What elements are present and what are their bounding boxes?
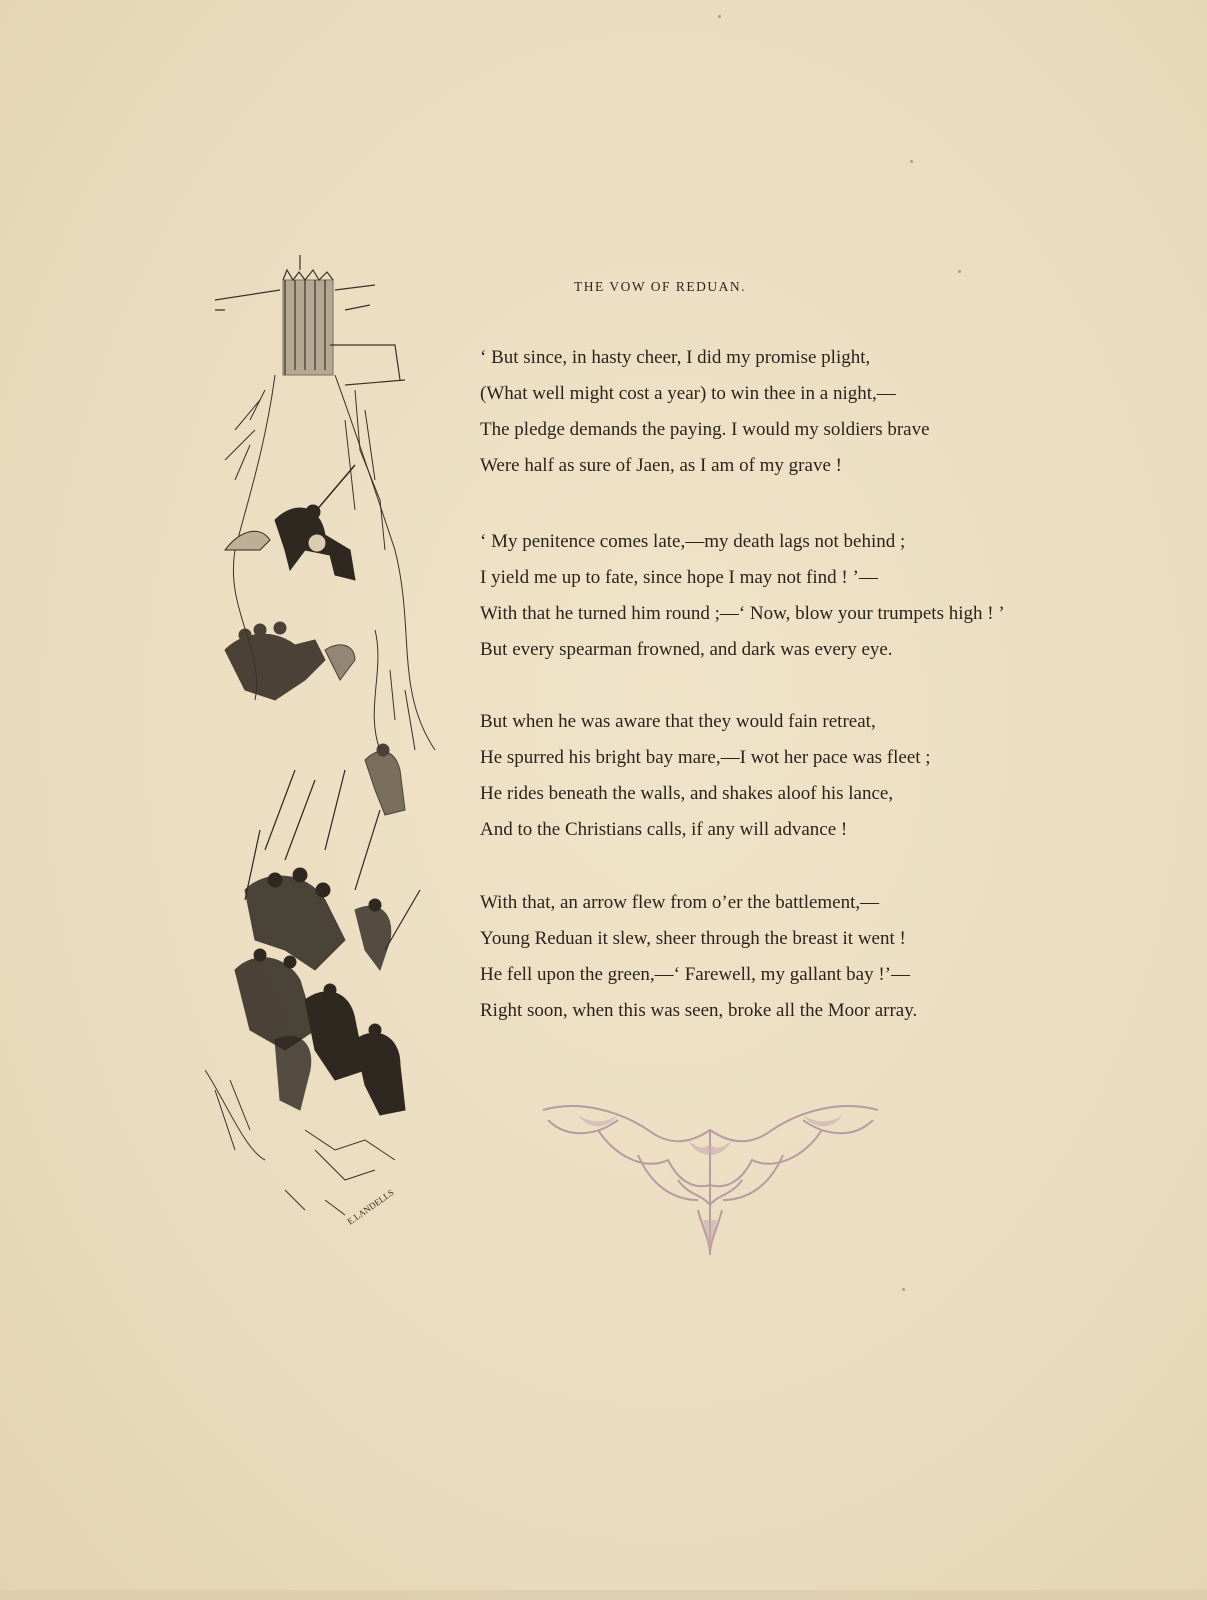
poem-line: And to the Christians calls, if any will advance ! bbox=[480, 819, 848, 840]
poem-line: Right soon, when this was seen, broke all the Moor array. bbox=[480, 1000, 918, 1021]
poem-line: He fell upon the green,—‘ Farewell, my gallant bay !’— bbox=[480, 964, 910, 985]
poem-line: With that, an arrow flew from o’er the battlement,— bbox=[480, 892, 880, 913]
poem-line: I yield me up to fate, since hope I may not find ! ’— bbox=[480, 567, 878, 588]
poem-line: (What well might cost a year) to win thee in a night,— bbox=[480, 383, 896, 404]
floral-ornament-icon bbox=[538, 1100, 883, 1260]
poem-line: But every spearman frowned, and dark was every eye. bbox=[480, 639, 893, 660]
poem-line: He spurred his bright bay mare,—I wot her pace was fleet ; bbox=[480, 747, 931, 768]
poem-line: Young Reduan it slew, sheer through the breast it went ! bbox=[480, 928, 906, 949]
poem-line: But when he was aware that they would fain retreat, bbox=[480, 711, 876, 732]
lead-rider-icon bbox=[225, 465, 355, 580]
page-title: THE VOW OF REDUAN. bbox=[574, 279, 746, 294]
castle-tower-icon bbox=[215, 255, 405, 385]
stanza bbox=[480, 340, 930, 484]
stanza bbox=[480, 704, 931, 848]
poem-line: Were half as sure of Jaen, as I am of my grave ! bbox=[480, 455, 842, 476]
paper-speck bbox=[910, 160, 913, 163]
poem-line: ‘ My penitence comes late,—my death lags not behind ; bbox=[480, 531, 906, 552]
battle-engraving bbox=[205, 250, 455, 1250]
paper-speck bbox=[902, 1288, 905, 1291]
poem-line: ‘ But since, in hasty cheer, I did my promise plight, bbox=[480, 347, 871, 368]
paper-speck bbox=[718, 15, 721, 18]
paper-speck bbox=[958, 270, 961, 273]
stanza bbox=[480, 885, 917, 1029]
stanza bbox=[480, 524, 1005, 668]
poem-line: He rides beneath the walls, and shakes aloof his lance, bbox=[480, 783, 894, 804]
poem-line: With that he turned him round ;—‘ Now, blow your trumpets high ! ’ bbox=[480, 603, 1005, 624]
page-edge bbox=[0, 1590, 1207, 1600]
poem-line: The pledge demands the paying. I would my soldiers brave bbox=[480, 419, 930, 440]
engraver-signature: E.LANDELLS bbox=[345, 1187, 396, 1227]
